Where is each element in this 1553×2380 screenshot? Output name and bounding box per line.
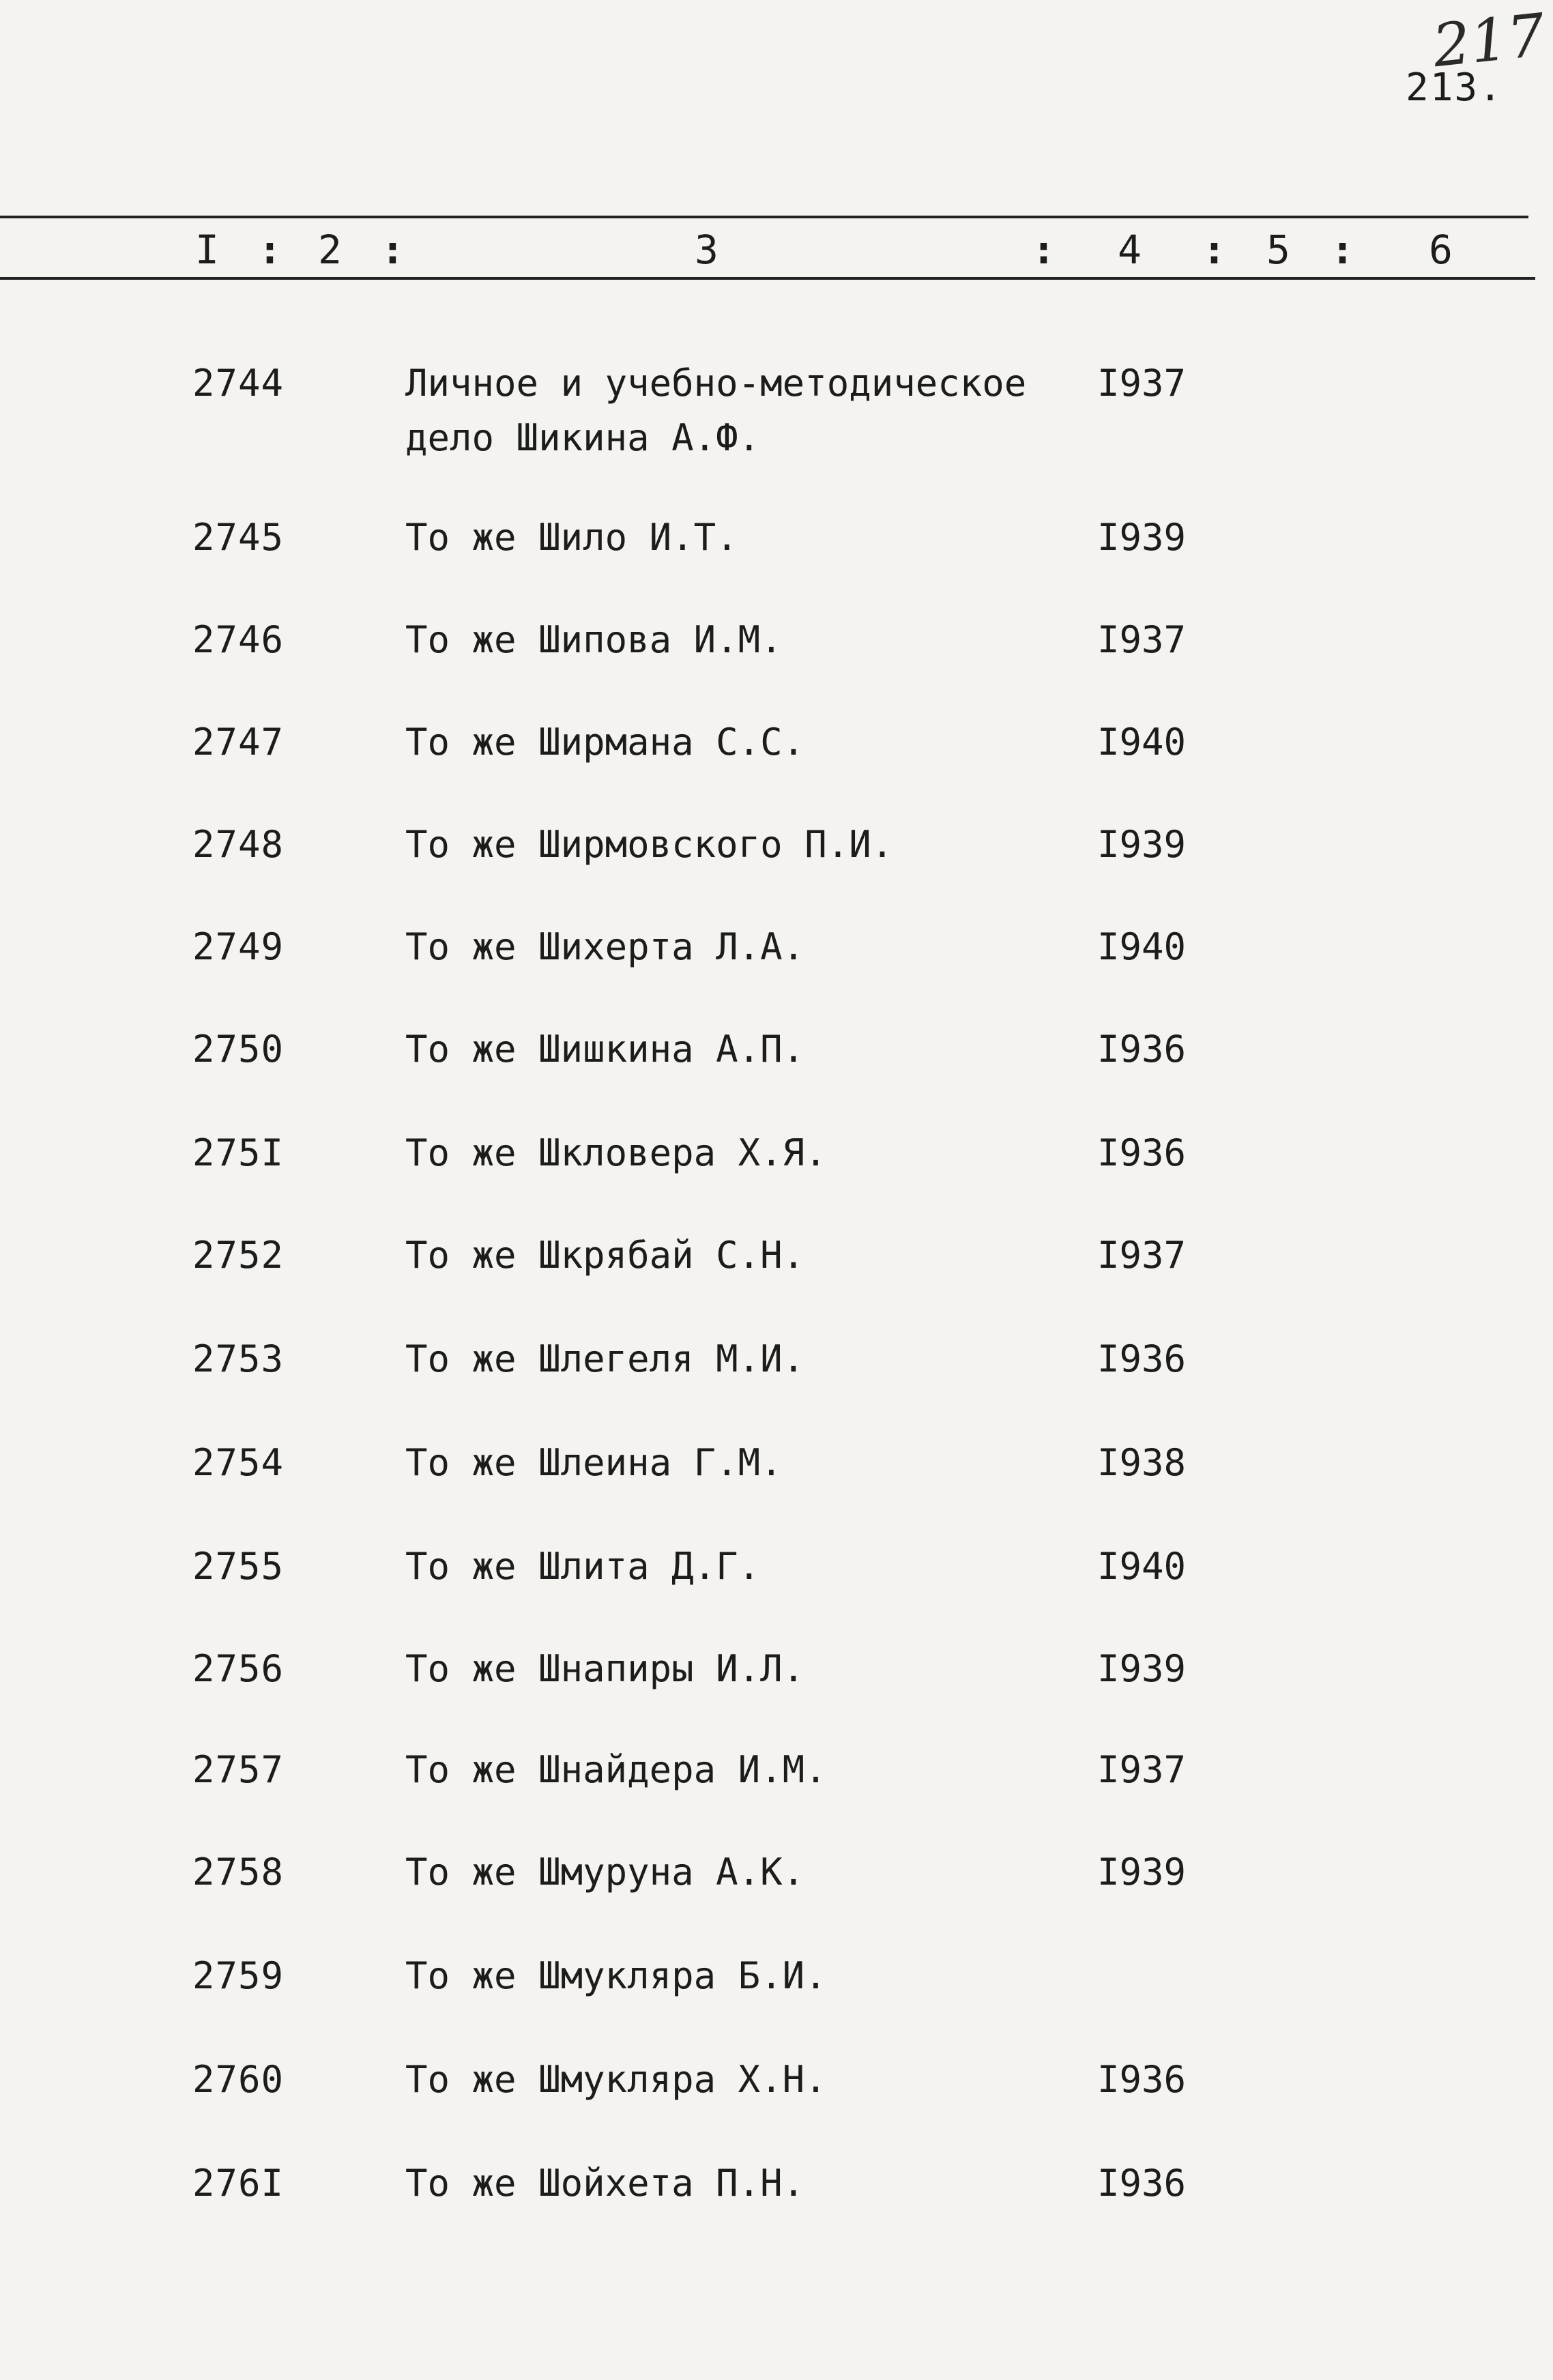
item-title: То же Шмукляра Б.И.: [405, 1954, 827, 1997]
item-number: 2755: [192, 1545, 285, 1588]
item-year: I936: [1097, 1337, 1187, 1380]
item-number: 2753: [192, 1337, 285, 1380]
item-year: I937: [1097, 1748, 1187, 1791]
item-number: 2756: [192, 1647, 285, 1690]
item-title: То же Шойхета П.Н.: [405, 2162, 805, 2205]
item-year: I939: [1097, 823, 1187, 866]
item-title: То же Шмуруна А.К.: [405, 1851, 805, 1893]
item-year: I939: [1097, 516, 1187, 559]
column-header-2: 2: [318, 227, 342, 273]
item-title: То же Шлита Д.Г.: [405, 1545, 761, 1588]
item-year: I938: [1097, 1441, 1187, 1484]
item-number: 2758: [192, 1851, 285, 1893]
item-title: То же Шишкина А.П.: [405, 1028, 805, 1071]
item-title: То же Шкрябай С.Н.: [405, 1234, 805, 1277]
item-year: I940: [1097, 1545, 1187, 1588]
item-year: I937: [1097, 618, 1187, 661]
header-bottom-rule: [0, 277, 1535, 280]
item-year: I940: [1097, 925, 1187, 968]
page-folio: [1378, 1, 1548, 110]
column-separator: :: [258, 227, 282, 273]
item-title: То же Ширмовского П.И.: [405, 823, 894, 866]
item-number: 2759: [192, 1954, 285, 1997]
item-title: То же Шлеина Г.М.: [405, 1441, 783, 1484]
item-number: 2748: [192, 823, 285, 866]
item-title: То же Ширмана С.С.: [405, 721, 805, 764]
column-separator: :: [1331, 227, 1354, 273]
item-title: То же Шнапиры И.Л.: [405, 1647, 805, 1690]
item-title: То же Шило И.Т.: [405, 516, 738, 559]
column-separator: :: [1032, 227, 1056, 273]
item-year: I936: [1097, 1028, 1187, 1071]
item-number: 2752: [192, 1234, 285, 1277]
column-header-6: 6: [1429, 227, 1453, 273]
item-number: 2749: [192, 925, 285, 968]
item-year: I939: [1097, 1851, 1187, 1893]
item-title: То же Шкловера Х.Я.: [405, 1131, 827, 1174]
item-title: То же Шмукляра Х.Н.: [405, 2058, 827, 2101]
item-number: 2746: [192, 618, 285, 661]
column-header-5: 5: [1266, 227, 1290, 273]
item-number: 2757: [192, 1748, 285, 1791]
item-year: I939: [1097, 1647, 1187, 1690]
column-header-1: I: [195, 227, 219, 273]
item-number: 2745: [192, 516, 285, 559]
item-number: 2744: [192, 362, 285, 405]
handwritten-folio-number: 217: [1429, 1, 1548, 81]
item-year: I937: [1097, 1234, 1187, 1277]
column-header-4: 4: [1118, 227, 1142, 273]
item-number: 275I: [192, 1131, 285, 1174]
item-title: Личное и учебно-методическое дело Шикина А.Ф.: [405, 362, 1027, 459]
item-number: 2750: [192, 1028, 285, 1071]
item-number: 2747: [192, 721, 285, 764]
item-number: 2760: [192, 2058, 285, 2101]
column-separator: :: [381, 227, 405, 273]
table-header: [0, 217, 1528, 277]
item-number: 276I: [192, 2162, 285, 2205]
item-title: То же Шнайдера И.М.: [405, 1748, 827, 1791]
item-year: I937: [1097, 362, 1187, 405]
typed-page-number: 213.: [1406, 66, 1503, 110]
item-year: I936: [1097, 1131, 1187, 1174]
column-separator: :: [1202, 227, 1226, 273]
item-title: То же Шипова И.М.: [405, 618, 783, 661]
item-number: 2754: [192, 1441, 285, 1484]
item-year: I936: [1097, 2162, 1187, 2205]
item-title: То же Шлегеля М.И.: [405, 1337, 805, 1380]
item-year: I940: [1097, 721, 1187, 764]
column-header-3: 3: [695, 227, 719, 273]
item-title: То же Шихерта Л.А.: [405, 925, 805, 968]
item-year: I936: [1097, 2058, 1187, 2101]
